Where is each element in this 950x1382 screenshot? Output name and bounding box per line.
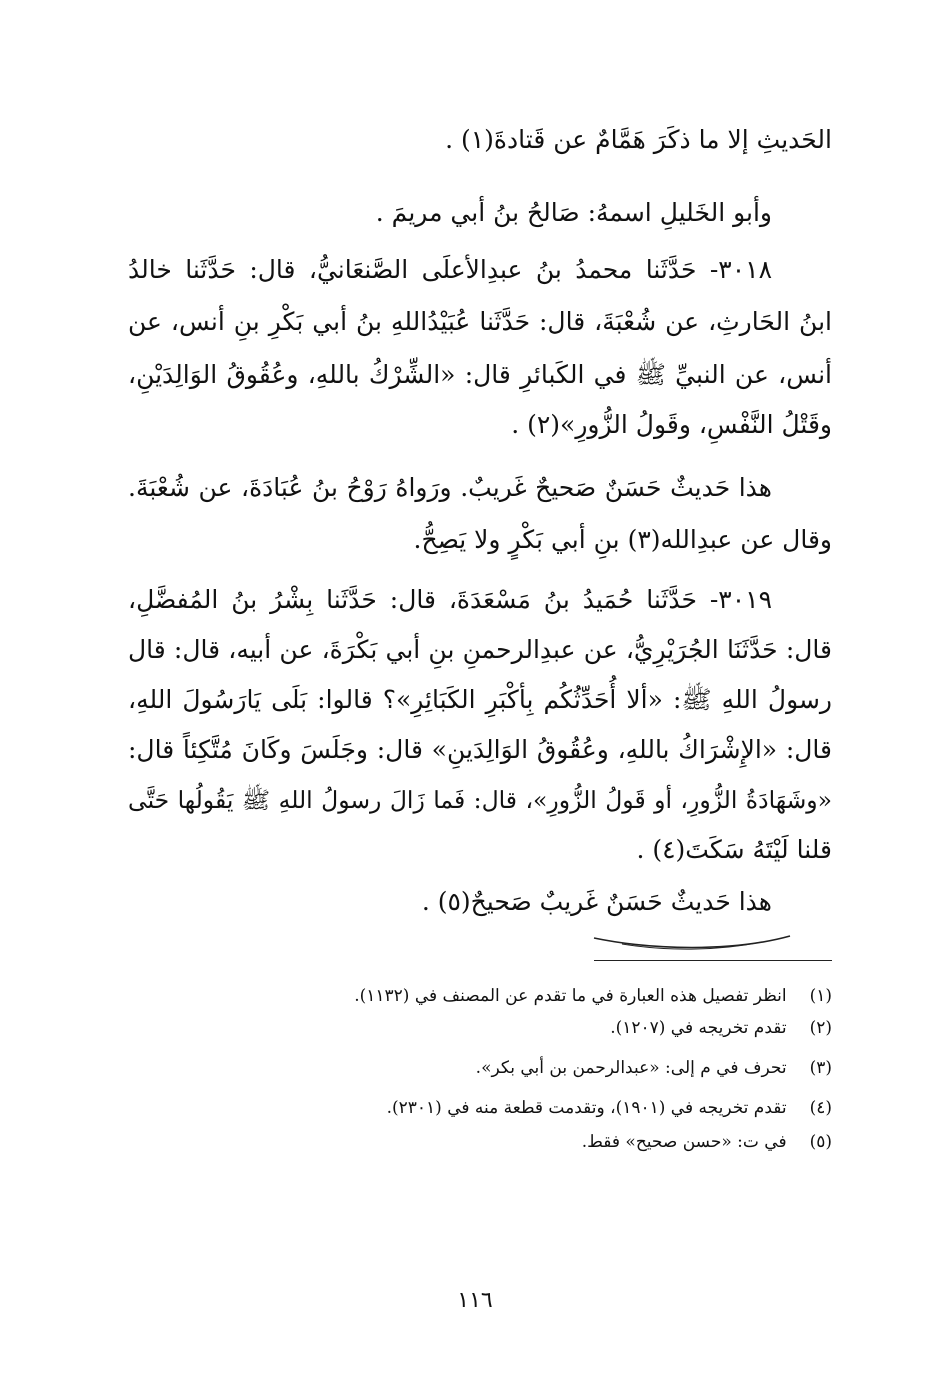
footnote-number: (٣) [809,1058,832,1078]
footnote-2 [610,1014,832,1042]
page-number: ١١٦ [457,1288,493,1313]
hadith-3019-line-3: رسولُ اللهِ ﷺ: «ألا أُحَدِّثُكُم بِأكْبَرِ الكَبَائِرِ»؟ قالوا: بَلَى يَارَسُولَ اللهِ، [128,685,832,714]
footnote-text: تحرف في م إلى: «عبدالرحمن بن أبي بكر». [475,1058,787,1078]
footnote-number: (٢) [809,1018,832,1038]
footnote-1 [354,982,832,1010]
hadith-3019-line-2: قال: حَدَّثَنَا الجُرَيْرِيُّ، عن عبدِالرحمنِ بنِ أبي بَكْرَةَ، عن أبيه، قال: قال [128,635,832,664]
footnote-separator [594,960,832,961]
footnote-4 [387,1094,832,1122]
hadith-3018-line-1: ٣٠١٨- حَدَّثَنا محمدُ بنُ عبدِالأعلَى الصَّنعَانيُّ، قال: حَدَّثَنا خالدُ [128,255,772,284]
footnote-5 [582,1128,832,1156]
hadith-3018-line-3: أنس، عن النبيِّ ﷺ في الكَبائرِ قال: «الشِّرْكُ باللهِ، وعُقُوقُ الوَالِدَيْنِ، [128,360,832,389]
text-line-2: وأبو الخَليلِ اسمهُ: صَالحُ بنُ أبي مريمَ . [375,198,772,227]
footnote-number: (١) [809,986,832,1006]
hadith-3018-line-4: وقَتْلُ النَّفْسِ، وقَولُ الزُّورِ»(٢) . [511,410,832,439]
hadith-3019-line-6: قلنا لَيْتَهُ سَكَتَ(٤) . [636,835,832,864]
grading-line-1: هذا حَديثٌ حَسَنٌ صَحيحٌ غَريبٌ. ورَواهُ رَوْحُ بنُ عُبَادَةَ، عن شُعْبَةَ. [128,473,772,502]
hadith-3018-line-2: ابنُ الحَارثِ، عن شُعْبَةَ، قال: حَدَّثَنا عُبَيْدُاللهِ بنُ أبي بَكْرِ بنِ أنس، عن [128,307,832,336]
ornament-flourish [592,930,792,954]
footnote-text: في ت: «حسن صحيح» فقط. [581,1132,787,1152]
footnote-text: انظر تفصيل هذه العبارة في ما تقدم عن المصنف في (١١٣٢). [354,986,787,1006]
grading-3019: هذا حَديثٌ حَسَنٌ غَريبٌ صَحيحٌ(٥) . [421,887,772,916]
footnote-3 [476,1054,832,1082]
footnote-text: تقدم تخريجه في (١٩٠١)، وتقدمت قطعة منه في (٢٣٠١). [386,1098,787,1118]
text-line-1: الحَديثِ إلا ما ذكَرَ هَمَّامٌ عن قَتادةَ(١) . [445,125,832,154]
hadith-3019-line-1: ٣٠١٩- حَدَّثَنا حُمَيدُ بنُ مَسْعَدَةَ، قال: حَدَّثَنا بِشْرُ بنُ المُفضَّلِ، [128,585,772,614]
hadith-3019-line-5: «وشَهَادَةُ الزُّورِ، أو قَولُ الزُّورِ»، قال: فَما زَالَ رسولُ اللهِ ﷺ يَقُولُها حَتَّى [128,786,832,814]
footnote-number: (٥) [809,1132,832,1152]
footnote-number: (٤) [809,1098,832,1118]
hadith-3019-line-4: قال: «الإِشْرَاكُ باللهِ، وعُقُوقُ الوَالِدَينِ» قال: وجَلَسَ وكَانَ مُتَّكِئاً قال: [128,735,832,764]
footnote-text: تقدم تخريجه في (١٢٠٧). [610,1018,787,1038]
grading-line-2: وقال عن عبدِالله(٣) بنِ أبي بَكْرٍ ولا يَصِحُّ. [413,525,832,554]
